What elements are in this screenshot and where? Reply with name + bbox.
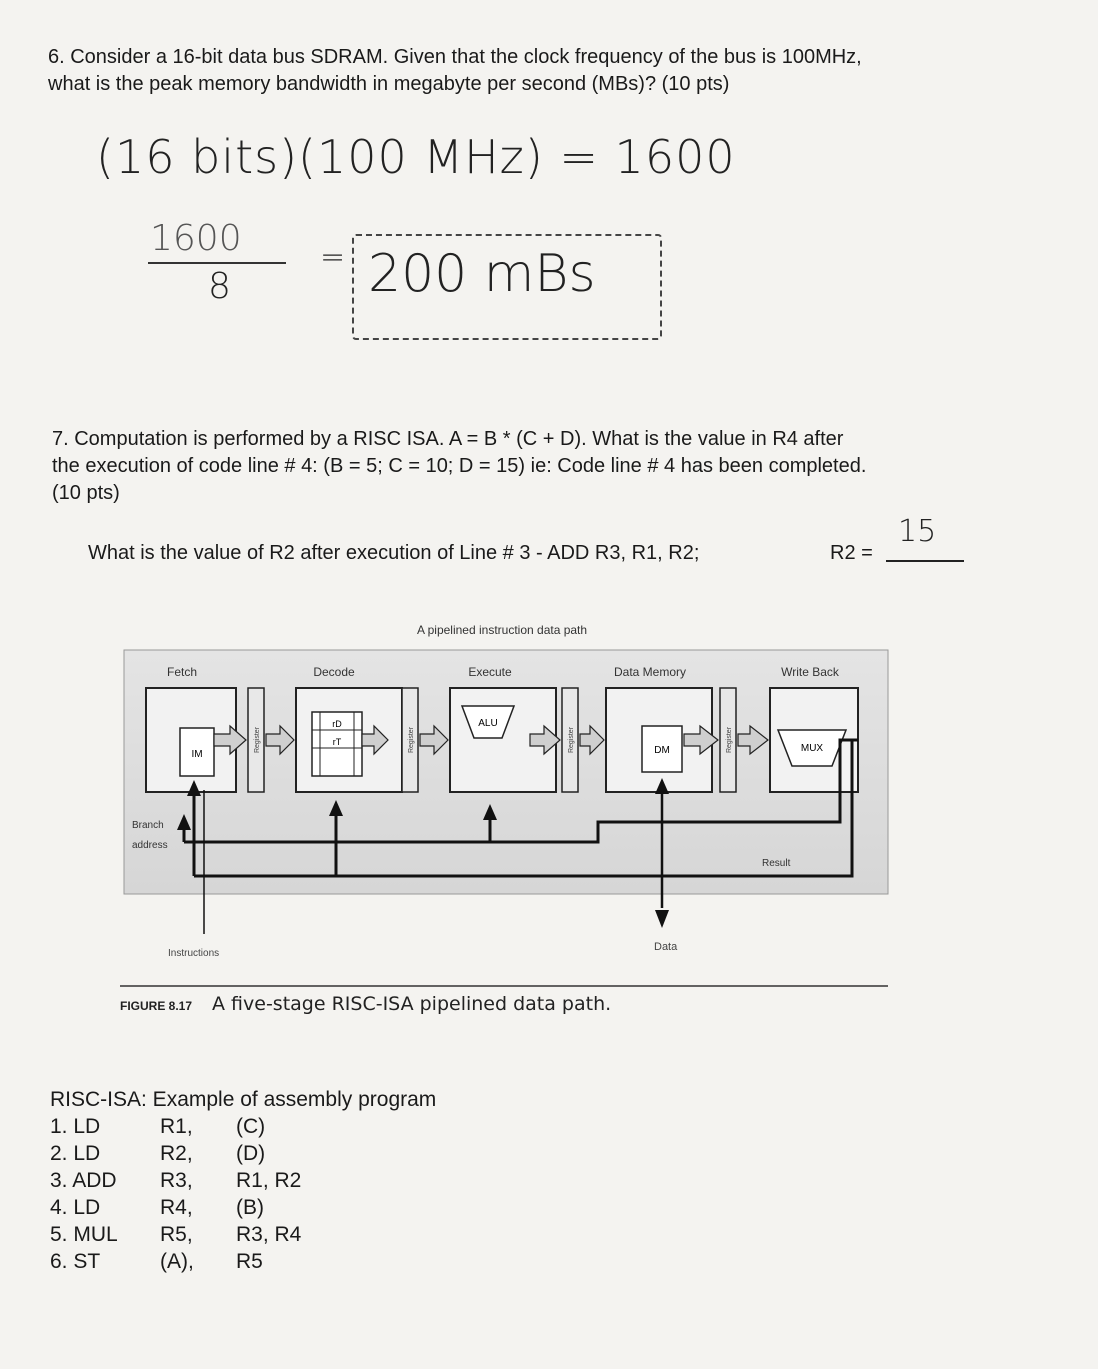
r2-label: R2 = [830, 542, 873, 564]
svg-text:Register: Register [408, 726, 415, 754]
result-label: Result [762, 858, 791, 869]
program-line: 6. ST (A), R5 [50, 1250, 263, 1273]
figure-number: FIGURE 8.17 [120, 999, 193, 1013]
im-label: IM [191, 749, 203, 760]
diagram-title: A pipelined instruction data path [416, 623, 588, 637]
stage-decode: Decode [313, 665, 355, 679]
figure-caption: A five-stage RISC-ISA pipelined data path. [212, 993, 612, 1015]
pipeline-register-1 [248, 688, 264, 792]
question-7-line-3: (10 pts) [52, 482, 120, 504]
address-label: address [132, 840, 168, 851]
handwritten-answer: 200 mBs [368, 244, 596, 304]
stage-data-memory: Data Memory [613, 665, 687, 679]
stage-execute: Execute [468, 665, 512, 679]
mux-label: MUX [800, 743, 824, 754]
program-line: 3. ADD R3, R1, R2 [50, 1169, 302, 1192]
handwritten-numerator: 1600 [150, 218, 242, 259]
svg-text:Register: Register [254, 726, 261, 754]
question-7-line-1: 7. Computation is performed by a RISC ISA. A = B * (C + D). What is the value in R4 after [52, 428, 844, 450]
assembly-program [50, 1086, 436, 1275]
stage-fetch: Fetch [166, 665, 198, 679]
program-title: RISC-ISA: Example of assembly program [50, 1088, 437, 1111]
question-6-line-1: 6. Consider a 16-bit data bus SDRAM. Given that the clock frequency of the bus is 100MHz, [48, 46, 862, 68]
pipeline-register-3 [562, 688, 578, 792]
question-6-line-2: what is the peak memory bandwidth in megabyte per second (MBs)? (10 pts) [48, 73, 730, 95]
program-line: 5. MUL R5, R3, R4 [50, 1223, 302, 1246]
pipeline-register-2 [402, 688, 418, 792]
program-line: 1. LD R1, (C) [50, 1115, 266, 1138]
handwritten-denominator: 8 [208, 266, 231, 307]
question-7-line-2: the execution of code line # 4: (B = 5; C = 10; D = 15) ie: Code line # 4 has been completed. [52, 455, 867, 477]
handwritten-equals: = [320, 240, 346, 275]
dm-label: DM [654, 745, 670, 756]
data-out-arrowhead [655, 910, 669, 928]
sub-question: What is the value of R2 after execution of Line # 3 - ADD R3, R1, R2; [88, 542, 700, 564]
r2-handwritten-answer: 15 [898, 514, 937, 549]
rd-label: rD [332, 719, 342, 729]
rt-label: rT [332, 737, 342, 747]
program-line: 4. LD R4, (B) [50, 1196, 264, 1219]
svg-text:Register: Register [568, 726, 575, 754]
handwritten-calculation: (16 bits)(100 MHz) = 1600 [96, 130, 736, 184]
pipeline-register-4 [720, 688, 736, 792]
instructions-label: Instructions [168, 948, 220, 959]
svg-text:Register: Register [726, 726, 733, 754]
stage-write-back: Write Back [781, 665, 839, 679]
alu-label: ALU [478, 718, 498, 729]
data-label: Data [654, 941, 678, 953]
program-line: 2. LD R2, (D) [50, 1142, 266, 1165]
branch-label: Branch [132, 820, 164, 831]
